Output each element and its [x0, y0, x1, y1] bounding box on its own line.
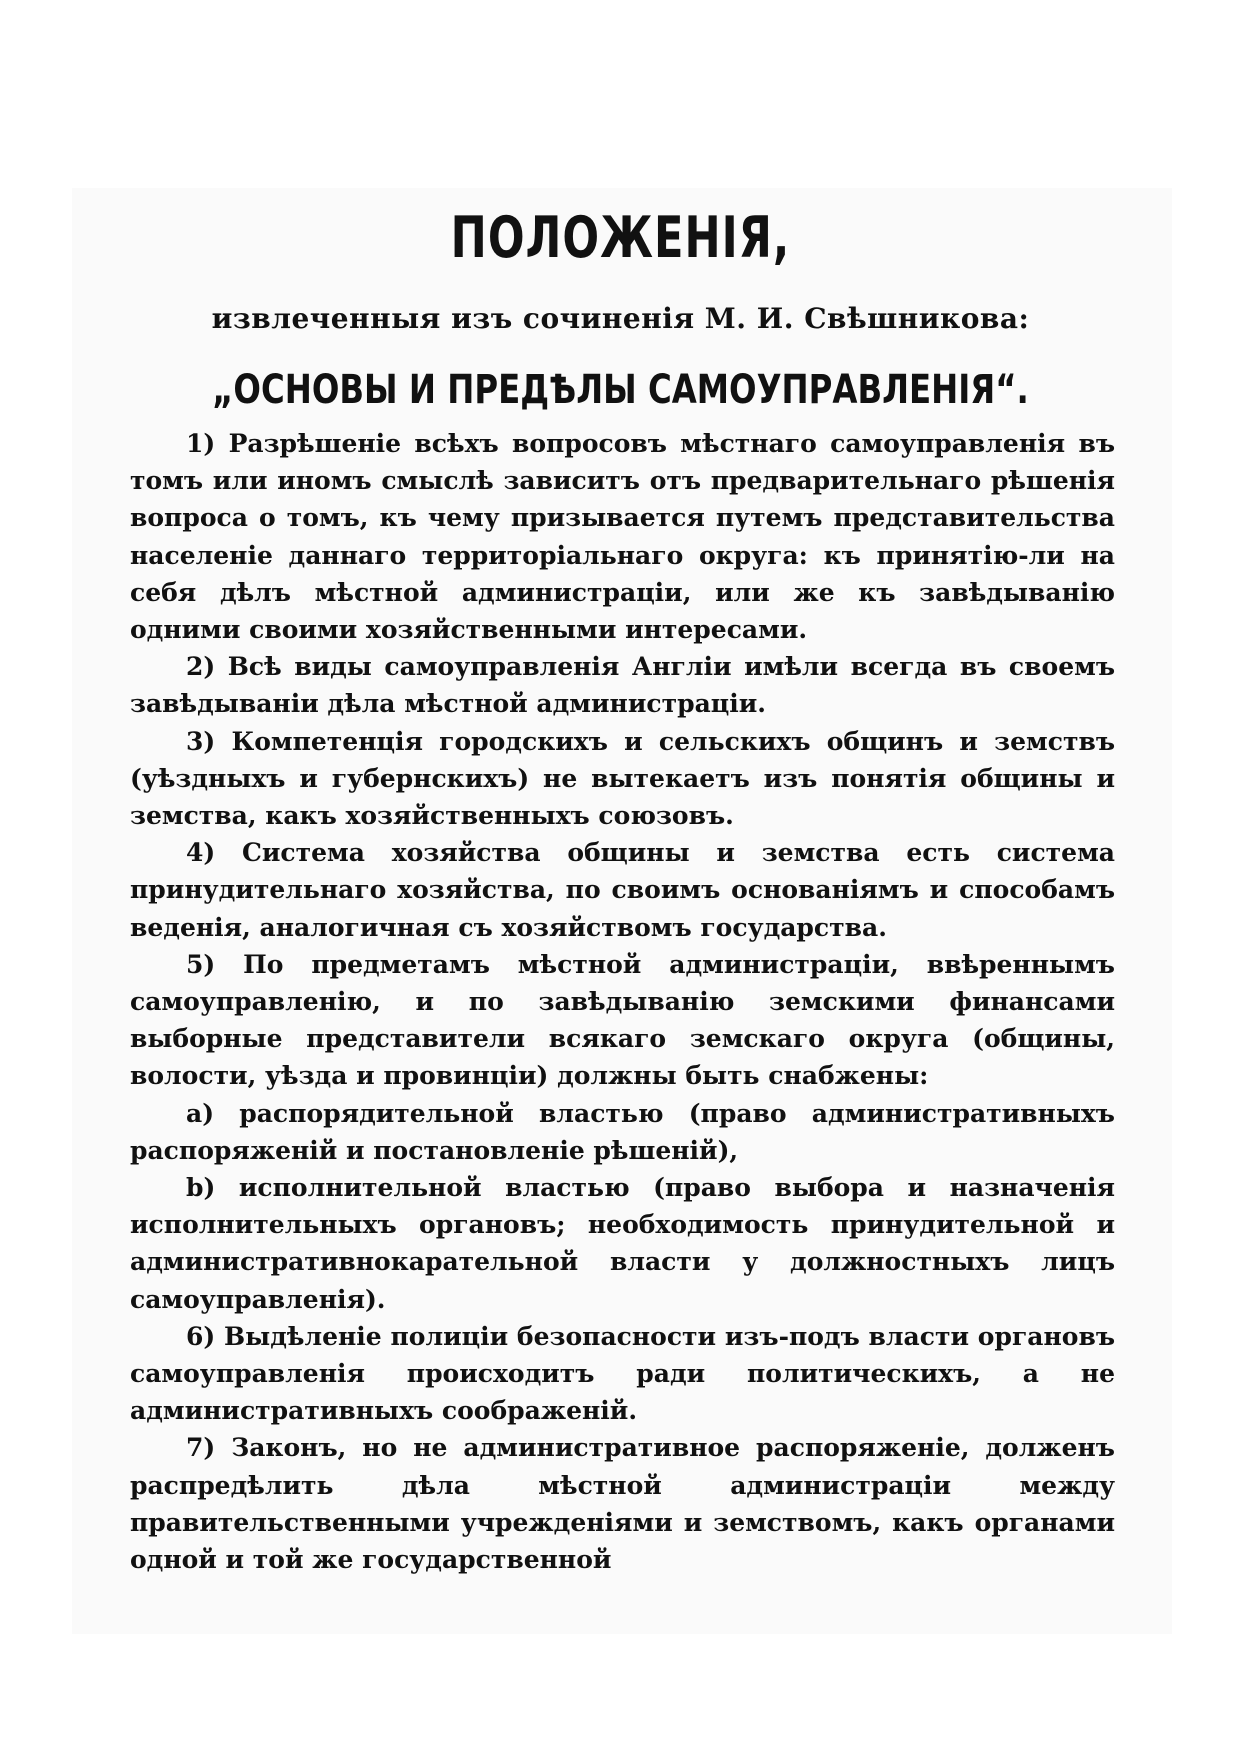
paragraph-6: 6) Выдѣленіе полиціи безопасности изъ-подъ власти органовъ самоуправленія происходитъ ради политическихъ, а не административныхъ соображеній. [130, 1321, 1115, 1426]
paragraph-2: 2) Всѣ виды самоуправленія Англіи имѣли всегда въ своемъ завѣдываніи дѣла мѣстной администраціи. [130, 652, 1115, 719]
page-title: ПОЛОЖЕНІЯ, [450, 205, 791, 272]
paragraph-4: 4) Система хозяйства общины и земства есть система принудительнаго хозяйства, по своимъ основаніямъ и способамъ веденія, аналогичная съ хозяйствомъ государства. [130, 838, 1115, 942]
subtitle: извлеченныя изъ сочиненія М. И. Свѣшникова: [211, 302, 1030, 335]
paragraph-7: 7) Законъ, но не административное распоряженіе, долженъ распредѣлить дѣла мѣстной администраціи между правительственными учрежденіями и земствомъ, какъ органами одной и той же государственной [130, 1433, 1115, 1575]
document-body [130, 425, 1115, 1578]
paragraph-3: 3) Компетенція городскихъ и сельскихъ общинъ и земствъ (уѣздныхъ и губернскихъ) не вытекаетъ изъ понятія общины и земства, какъ хозяйственныхъ союзовъ. [130, 726, 1115, 831]
paragraph-5b: b) исполнительной властью (право выбора и назначенія исполнительныхъ органовъ; необходимость принудительной и административнокарательной власти у должностныхъ лицъ самоуправленія). [130, 1173, 1115, 1314]
work-title: „ОСНОВЫ И ПРЕДѢЛЫ САМОУПРАВЛЕНІЯ“. [212, 367, 1029, 413]
paragraph-1: 1) Разрѣшеніе всѣхъ вопросовъ мѣстнаго самоуправленія въ томъ или иномъ смыслѣ зависитъ отъ предварительнаго рѣшенія вопроса о томъ, къ чему призывается путемъ представительства населеніе даннаго территоріальнаго округа: къ принятію-ли на себя дѣлъ мѣстной администраціи, или же къ завѣдыванію одними своими хозяйственными интересами. [130, 429, 1115, 645]
paragraph-5a: a) распорядительной властью (право административныхъ распоряженій и постановленіе рѣшеній), [130, 1098, 1115, 1165]
paragraph-5: 5) По предметамъ мѣстной администраціи, ввѣреннымъ самоуправленію, и по завѣдыванію земскими финансами выборные представители всякаго земскаго округа (общины, волости, уѣзда и провинціи) должны быть снабжены: [130, 949, 1115, 1091]
